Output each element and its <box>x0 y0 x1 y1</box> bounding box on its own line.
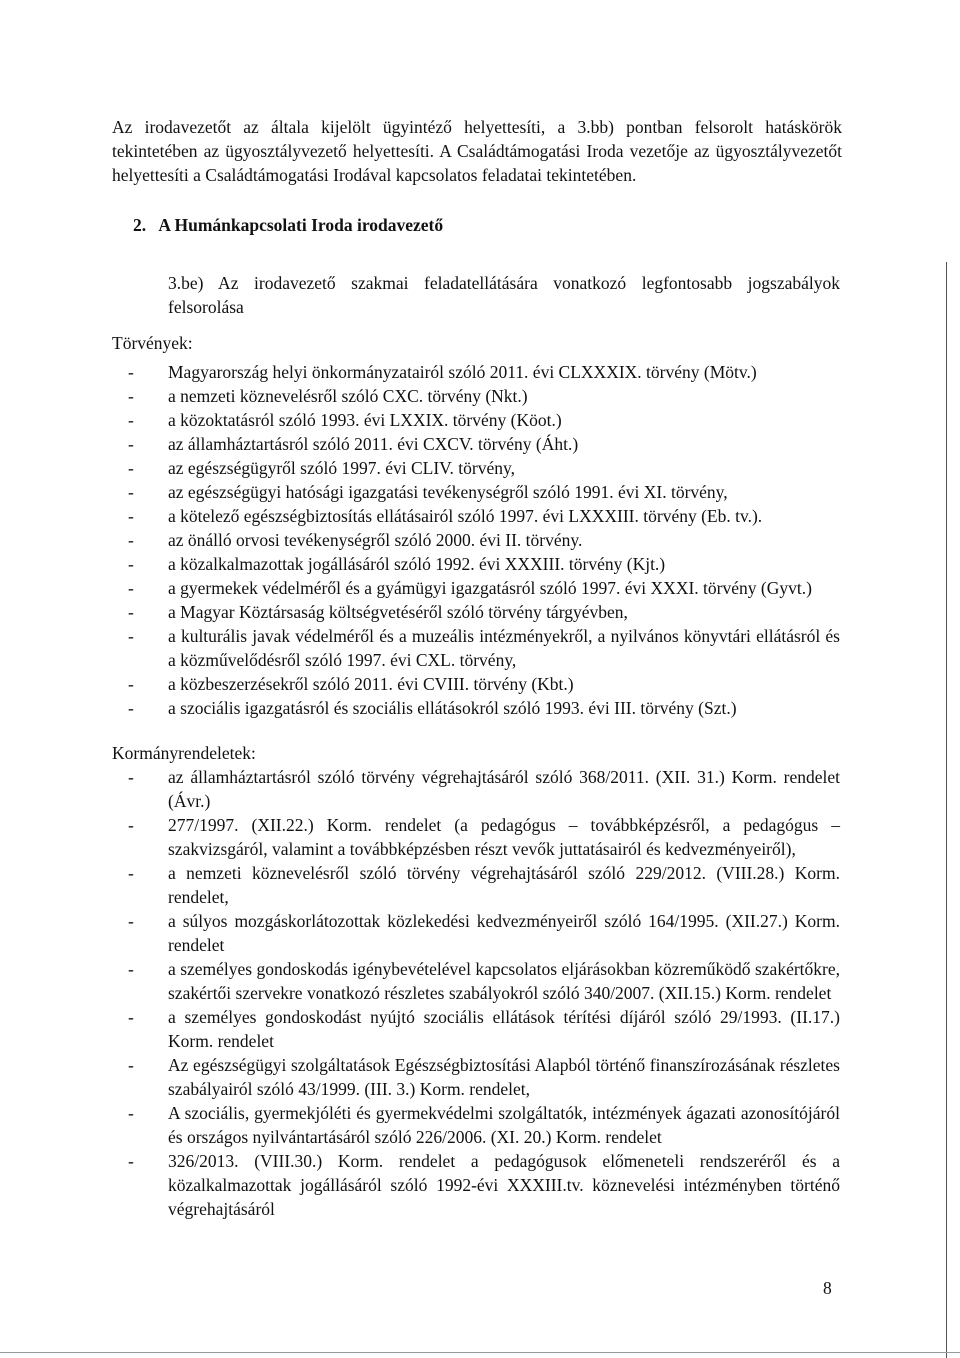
laws-title: Törvények: <box>112 333 193 353</box>
decrees-list-item <box>128 957 840 1005</box>
bullet-dash: - <box>128 1151 134 1171</box>
laws-list-item <box>128 384 840 408</box>
page-number: 8 <box>823 1278 832 1298</box>
bullet-dash: - <box>128 911 134 931</box>
decrees-item-text: a személyes gondoskodást nyújtó szociális ellátások térítési díjáról szóló 29/1993. (II.17.) Korm. rendelet <box>168 1007 840 1051</box>
laws-list-item <box>128 624 840 672</box>
laws-item-text: a kulturális javak védelméről és a muzeális intézményekről, a nyilvános könyvtári ellátásról és a közművelődésről szóló 1997. évi CXL. törvény, <box>168 626 840 670</box>
bullet-dash: - <box>128 554 134 574</box>
laws-list-item <box>128 528 840 552</box>
laws-list-item <box>128 408 840 432</box>
decrees-title: Kormányrendeletek: <box>112 743 256 763</box>
laws-list-item <box>128 696 840 720</box>
bullet-dash: - <box>128 482 134 502</box>
bullet-dash: - <box>128 602 134 622</box>
bullet-dash: - <box>128 1007 134 1027</box>
bullet-dash: - <box>128 674 134 694</box>
laws-item-text: az egészségügyről szóló 1997. évi CLIV. törvény, <box>168 458 516 478</box>
decrees-item-text: A szociális, gyermekjóléti és gyermekvédelmi szolgáltatók, intézmények ágazati azonosítójáról és országos nyilvántartásáról szóló 226/2006. (XI. 20.) Korm. rendelet <box>168 1103 840 1147</box>
laws-item-text: a Magyar Köztársaság költségvetéséről szóló törvény tárgyévben, <box>168 602 628 622</box>
scan-edge-bottom <box>0 1352 960 1353</box>
decrees-item-text: 326/2013. (VIII.30.) Korm. rendelet a pedagógusok előmeneteli rendszeréről és a közalkalmazottak jogállásáról szóló 1992-évi XXXIII.tv. köznevelési intézményben történő végrehajtásáról <box>168 1151 840 1219</box>
laws-list-item <box>128 600 840 624</box>
decrees-list-item <box>128 1101 840 1149</box>
decrees-list <box>128 765 840 1221</box>
laws-item-text: a közoktatásról szóló 1993. évi LXXIX. törvény (Köot.) <box>168 410 562 430</box>
decrees-list-item <box>128 861 840 909</box>
scan-edge-right <box>946 262 947 1358</box>
laws-list-item <box>128 552 840 576</box>
laws-list-item <box>128 360 840 384</box>
bullet-dash: - <box>128 410 134 430</box>
section-number: 2. <box>133 215 147 235</box>
subsection-title: 3.be) Az irodavezető szakmai feladatellátására vonatkozó legfontosabb jogszabályok felsorolása <box>168 273 840 317</box>
decrees-list-item <box>128 1149 840 1221</box>
bullet-dash: - <box>128 506 134 526</box>
section-title: A Humánkapcsolati Iroda irodavezető <box>158 215 444 235</box>
bullet-dash: - <box>128 362 134 382</box>
bullet-dash: - <box>128 698 134 718</box>
decrees-list-item <box>128 909 840 957</box>
laws-item-text: a kötelező egészségbiztosítás ellátásairól szóló 1997. évi LXXXIII. törvény (Eb. tv.). <box>168 506 763 526</box>
bullet-dash: - <box>128 578 134 598</box>
decrees-list-item <box>128 765 840 813</box>
laws-item-text: a gyermekek védelméről és a gyámügyi igazgatásról szóló 1997. évi XXXI. törvény (Gyvt.) <box>168 578 812 598</box>
decrees-item-text: a nemzeti köznevelésről szóló törvény végrehajtásáról szóló 229/2012. (VIII.28.) Korm. rendelet, <box>168 863 840 907</box>
laws-item-text: az önálló orvosi tevékenységről szóló 2000. évi II. törvény. <box>168 530 583 550</box>
laws-list-item <box>128 456 840 480</box>
laws-list-item <box>128 504 840 528</box>
laws-list <box>128 360 840 720</box>
intro-paragraph: Az irodavezetőt az általa kijelölt ügyintéző helyettesíti, a 3.bb) pontban felsorolt hatáskörök tekintetében az ügyosztályvezető helyettesíti. A Családtámogatási Iroda vezetője az ügyosztályvezetőt helyettesíti a Családtámogatási Irodával kapcsolatos feladatai tekintetében. <box>112 117 842 185</box>
decrees-list-item <box>128 1053 840 1101</box>
section-heading <box>133 213 443 237</box>
decrees-list-item <box>128 813 840 861</box>
laws-list-item <box>128 576 840 600</box>
laws-item-text: a szociális igazgatásról és szociális ellátásokról szóló 1993. évi III. törvény (Szt.) <box>168 698 737 718</box>
laws-item-text: a közalkalmazottak jogállásáról szóló 1992. évi XXXIII. törvény (Kjt.) <box>168 554 666 574</box>
decrees-item-text: Az egészségügyi szolgáltatások Egészségbiztosítási Alapból történő finanszírozásának részletes szabályairól szóló 43/1999. (III. 3.) Korm. rendelet, <box>168 1055 840 1099</box>
laws-list-item <box>128 432 840 456</box>
bullet-dash: - <box>128 815 134 835</box>
laws-item-text: az államháztartásról szóló 2011. évi CXCV. törvény (Áht.) <box>168 434 579 454</box>
decrees-list-item <box>128 1005 840 1053</box>
bullet-dash: - <box>128 767 134 787</box>
decrees-item-text: a súlyos mozgáskorlátozottak közlekedési kedvezményeiről szóló 164/1995. (XII.27.) Korm. rendelet <box>168 911 840 955</box>
laws-item-text: a közbeszerzésekről szóló 2011. évi CVIII. törvény (Kbt.) <box>168 674 574 694</box>
laws-item-text: Magyarország helyi önkormányzatairól szóló 2011. évi CLXXXIX. törvény (Mötv.) <box>168 362 757 382</box>
bullet-dash: - <box>128 386 134 406</box>
decrees-item-text: az államháztartásról szóló törvény végrehajtásáról szóló 368/2011. (XII. 31.) Korm. rendelet (Ávr.) <box>168 767 840 811</box>
bullet-dash: - <box>128 959 134 979</box>
laws-item-text: az egészségügyi hatósági igazgatási tevékenységről szóló 1991. évi XI. törvény, <box>168 482 728 502</box>
decrees-item-text: 277/1997. (XII.22.) Korm. rendelet (a pedagógus – továbbképzésről, a pedagógus – szakvizsgáról, valamint a továbbképzésben részt vevők juttatásairól és kedvezményeiről), <box>168 815 840 859</box>
bullet-dash: - <box>128 1103 134 1123</box>
bullet-dash: - <box>128 626 134 646</box>
bullet-dash: - <box>128 530 134 550</box>
bullet-dash: - <box>128 863 134 883</box>
bullet-dash: - <box>128 434 134 454</box>
laws-item-text: a nemzeti köznevelésről szóló CXC. törvény (Nkt.) <box>168 386 528 406</box>
decrees-item-text: a személyes gondoskodás igénybevételével kapcsolatos eljárásokban közreműködő szakértőkre, szakértői szervekre vonatkozó részletes szabályokról szóló 340/2007. (XII.15.) Korm. rendelet <box>168 959 840 1003</box>
laws-list-item <box>128 480 840 504</box>
laws-list-item <box>128 672 840 696</box>
bullet-dash: - <box>128 1055 134 1075</box>
bullet-dash: - <box>128 458 134 478</box>
